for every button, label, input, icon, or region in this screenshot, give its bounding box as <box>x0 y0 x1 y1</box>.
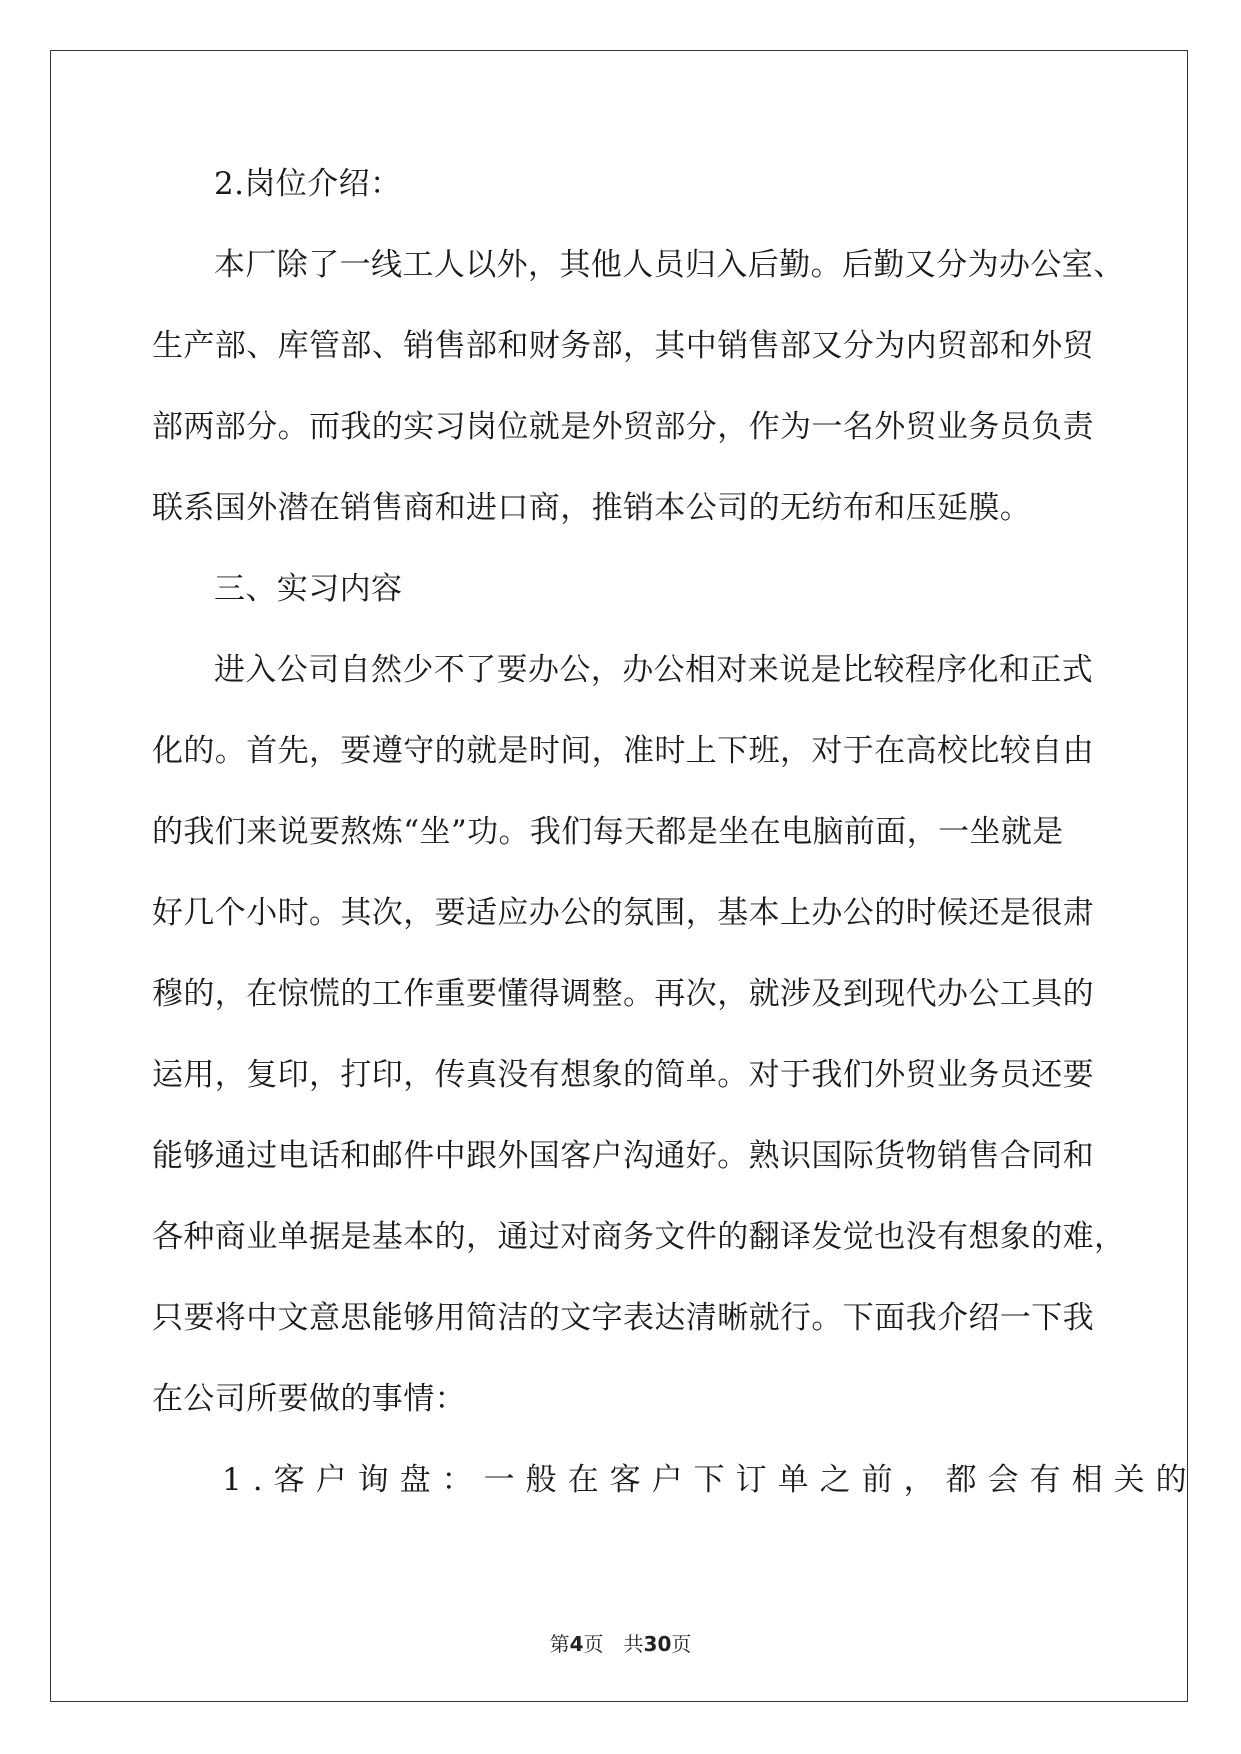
paragraph-line: 能够通过电话和邮件中跟外国客户沟通好。熟识国际货物销售合同和 <box>152 1138 1094 1174</box>
footer-suffix: 页 <box>671 1632 692 1656</box>
total-page-number: 30 <box>643 1632 672 1656</box>
paragraph-line: 生产部、库管部、销售部和财务部，其中销售部又分为内贸部和外贸 <box>152 328 1094 364</box>
paragraph-line: 好几个小时。其次，要适应办公的氛围，基本上办公的时候还是很肃 <box>152 895 1094 931</box>
paragraph-line: 进入公司自然少不了要办公，办公相对来说是比较程序化和正式 <box>214 652 1094 688</box>
paragraph-line: 化的。首先，要遵守的就是时间，准时上下班，对于在高校比较自由 <box>152 733 1094 769</box>
current-page-number: 4 <box>569 1632 584 1656</box>
paragraph-line: 穆的，在惊慌的工作重要懂得调整。再次，就涉及到现代办公工具的 <box>152 976 1094 1012</box>
paragraph-line: 联系国外潜在销售商和进口商，推销本公司的无纺布和压延膜。 <box>152 490 1032 526</box>
document-body <box>152 166 1198 1545</box>
footer-prefix: 第 <box>549 1632 570 1656</box>
page-footer <box>0 1628 1241 1657</box>
footer-middle: 页 共 <box>583 1632 644 1656</box>
paragraph-line: 的我们来说要熬炼“坐”功。我们每天都是坐在电脑前面，一坐就是 <box>152 814 1064 850</box>
section-heading-internship-content: 三、实习内容 <box>214 571 403 607</box>
paragraph-line: 本厂除了一线工人以外，其他人员归入后勤。后勤又分为办公室、 <box>214 247 1125 283</box>
paragraph-line: 部两部分。而我的实习岗位就是外贸部分，作为一名外贸业务员负责 <box>152 409 1094 445</box>
paragraph-line: 只要将中文意思能够用简洁的文字表达清晰就行。下面我介绍一下我 <box>152 1300 1094 1336</box>
paragraph-line: 在公司所要做的事情： <box>152 1381 466 1417</box>
paragraph-line: 各种商业单据是基本的，通过对商务文件的翻译发觉也没有想象的难， <box>152 1219 1126 1255</box>
paragraph-line-customer-inquiry: 1.客户询盘：一般在客户下订单之前，都会有相关的 <box>222 1462 1198 1498</box>
paragraph-line: 运用，复印，打印，传真没有想象的简单。对于我们外贸业务员还要 <box>152 1057 1094 1093</box>
section-heading-job-intro: 2.岗位介绍： <box>214 166 402 202</box>
